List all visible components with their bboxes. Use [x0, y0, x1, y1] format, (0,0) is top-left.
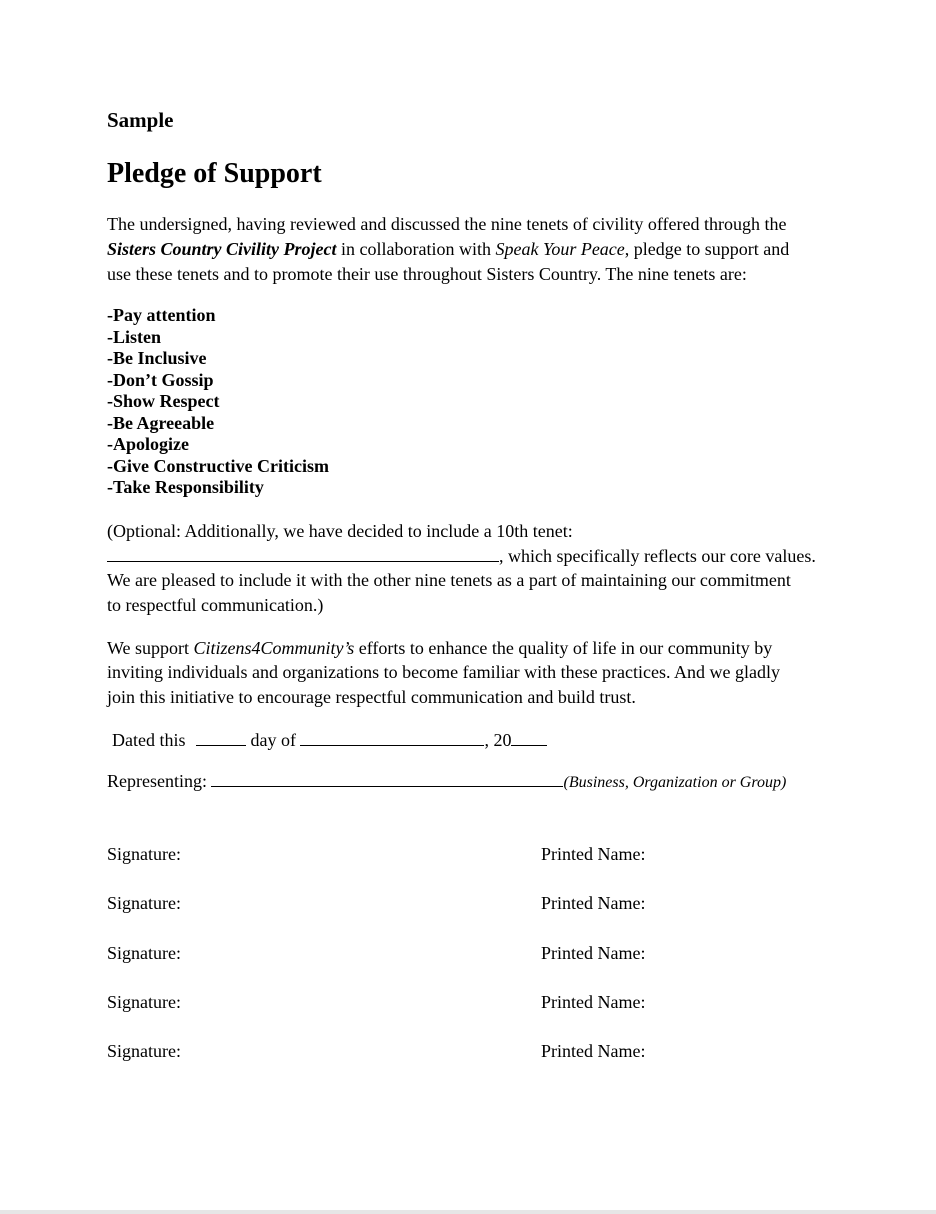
page-title: Pledge of Support: [107, 158, 322, 189]
representing-blank[interactable]: [211, 770, 563, 787]
optional-line-3: [107, 568, 791, 593]
support-text-2: efforts to enhance the quality of life in our community by: [354, 638, 773, 658]
project-name: Sisters Country Civility Project: [107, 239, 337, 259]
page-bottom-divider: [0, 1210, 936, 1214]
org-name: Citizens4Community’s: [193, 638, 355, 658]
intro-line-1: [107, 212, 786, 237]
year-prefix: , 20: [484, 730, 512, 750]
intro-line-2: [107, 237, 789, 262]
month-blank[interactable]: [300, 729, 484, 746]
optional-text-4: to respectful communication.): [107, 595, 324, 615]
partner-name: Speak Your Peace: [495, 239, 625, 259]
tenet-item: -Apologize: [107, 434, 189, 454]
printed-name-label: Printed Name:: [541, 943, 646, 963]
intro-text-1: The undersigned, having reviewed and discussed the nine tenets of civility offered through the: [107, 214, 787, 234]
tenet-item: -Give Constructive Criticism: [107, 455, 329, 476]
printed-name-label: Printed Name:: [541, 1041, 646, 1061]
representing-label: Representing:: [107, 771, 207, 791]
intro-line-3: [107, 262, 747, 287]
day-blank[interactable]: [196, 729, 246, 746]
optional-line-1: [107, 519, 573, 544]
intro-text-3: , pledge to support and: [624, 239, 790, 259]
tenet-item: -Be Inclusive: [107, 348, 207, 368]
support-text-3: inviting individuals and organizations to become familiar with these practices. And we gladly: [107, 662, 781, 682]
optional-text-2: , which specifically reflects our core values.: [499, 546, 816, 566]
dated-line: [112, 728, 547, 753]
support-line-3: [107, 685, 636, 710]
signature-label: Signature:: [107, 992, 181, 1012]
representing-hint: (Business, Organization or Group): [563, 774, 787, 791]
optional-text-1: (Optional: Additionally, we have decided to include a 10th tenet:: [107, 521, 573, 541]
tenth-tenet-blank[interactable]: [107, 545, 499, 562]
tenet-item: -Pay attention: [107, 305, 216, 325]
tenet-item: -Be Agreeable: [107, 412, 215, 433]
optional-text-3: We are pleased to include it with the other nine tenets as a part of maintaining our commitment: [107, 570, 791, 590]
tenet-item: -Take Responsibility: [107, 477, 264, 497]
optional-line-4: [107, 593, 323, 618]
tenet-item: -Don’t Gossip: [107, 369, 214, 390]
support-text-1: We support: [107, 638, 194, 658]
signature-label: Signature:: [107, 893, 181, 913]
tenets-list: [107, 305, 329, 499]
tenet-item: -Listen: [107, 326, 161, 347]
support-line-2: [107, 660, 780, 685]
dated-label: Dated this: [112, 730, 186, 750]
signature-label: Signature:: [107, 943, 181, 963]
intro-text-2: in collaboration with: [336, 239, 496, 259]
optional-line-2: [107, 544, 816, 569]
sample-heading: Sample: [107, 108, 174, 132]
signature-label: Signature:: [107, 844, 181, 864]
intro-text-4: use these tenets and to promote their use throughout Sisters Country. The nine tenets are:: [107, 264, 747, 284]
day-of-label: day of: [250, 730, 296, 750]
year-blank[interactable]: [511, 729, 547, 746]
support-line-1: [107, 636, 772, 661]
tenet-item: -Show Respect: [107, 391, 220, 411]
printed-name-label: Printed Name:: [541, 992, 646, 1012]
support-text-4: join this initiative to encourage respectful communication and build trust.: [107, 687, 636, 707]
representing-line: [107, 769, 786, 795]
signature-label: Signature:: [107, 1041, 181, 1061]
printed-name-label: Printed Name:: [541, 893, 646, 913]
printed-name-label: Printed Name:: [541, 844, 646, 864]
